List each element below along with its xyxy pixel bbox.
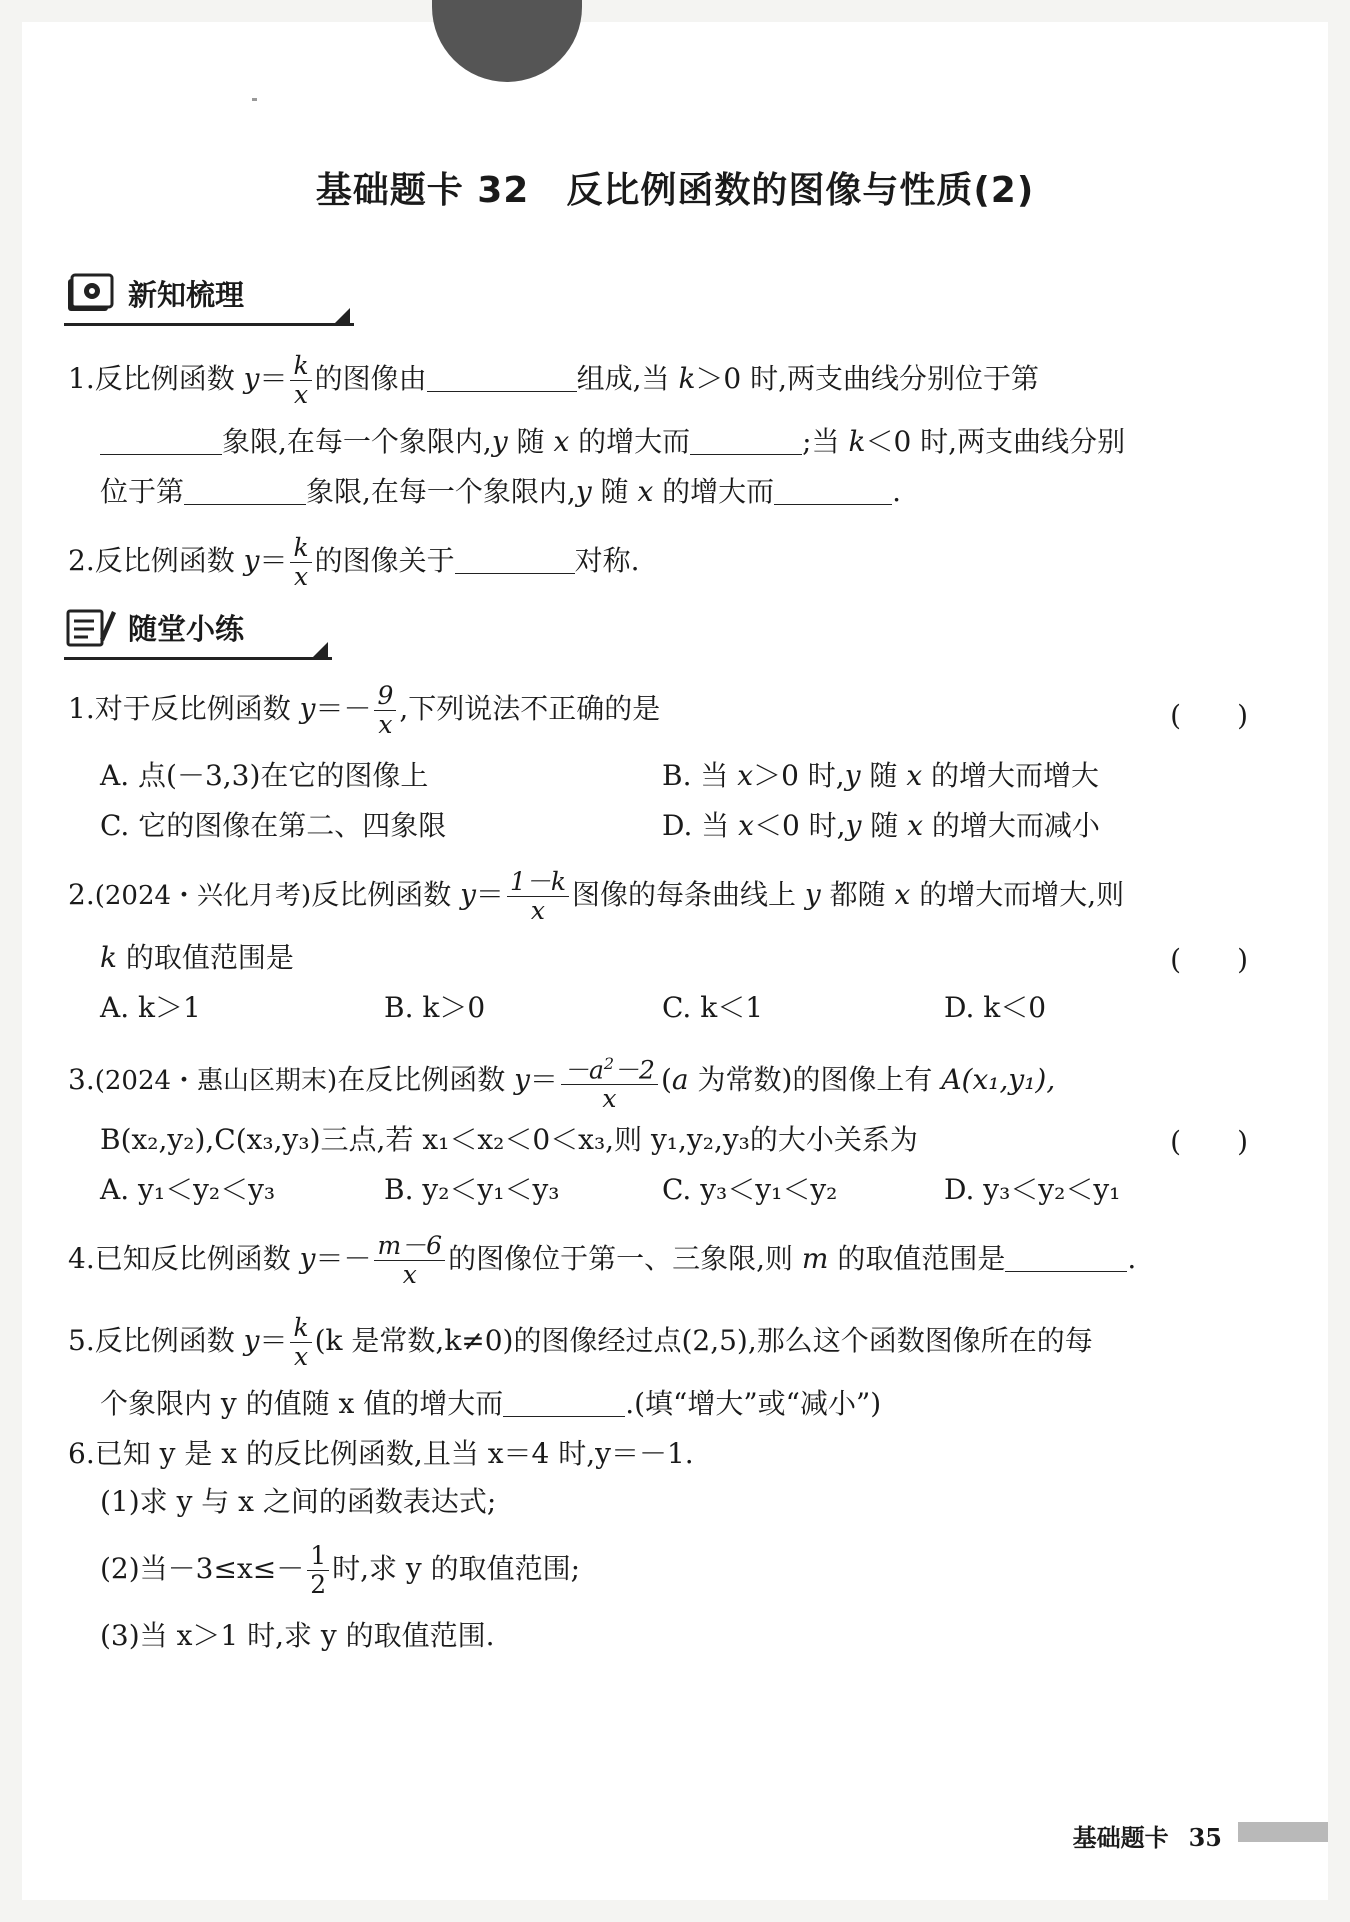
section-title-suitang: 随堂小练: [128, 611, 245, 646]
footer-bar: [1238, 1822, 1328, 1842]
answer-blank[interactable]: [184, 474, 306, 505]
option-c[interactable]: C. k＜1: [662, 991, 764, 1024]
suitang-q6: 6.已知 y 是 x 的反比例函数,且当 x＝4 时,y＝－1.: [68, 1437, 694, 1470]
suitang-q3-line2: B(x₂,y₂),C(x₃,y₃)三点,若 x₁＜x₂＜0＜x₃,则 y₁,y₂,y₃的大小关系为: [100, 1123, 918, 1156]
suitang-q1: 1.对于反比例函数 y＝－ $\frac{9}{x}$ ,下列说法不正确的是: [68, 681, 661, 739]
section-underline: [64, 657, 332, 660]
section-title-xinzhi: 新知梳理: [128, 277, 245, 312]
fraction: $\frac{m-6}{x}$: [374, 1232, 445, 1289]
answer-blank[interactable]: [774, 474, 892, 505]
suitang-q4: 4.已知反比例函数 y＝－ $\frac{m-6}{x}$ 的图像位于第一、三象限,则 m 的取值范围是 .: [68, 1231, 1137, 1289]
answer-blank[interactable]: [455, 543, 575, 574]
option-c[interactable]: C. y₃＜y₁＜y₂: [662, 1173, 838, 1206]
suitang-q6-part3: (3)当 x＞1 时,求 y 的取值范围.: [100, 1619, 495, 1652]
fraction: $\frac{k}{x}$: [290, 534, 311, 591]
answer-paren[interactable]: ( ): [1170, 1125, 1248, 1158]
option-d[interactable]: D. k＜0: [944, 991, 1047, 1024]
section-triangle: [312, 642, 328, 658]
fraction: $\frac{1}{2}$: [307, 1542, 329, 1599]
option-c[interactable]: C. 它的图像在第二、四象限: [100, 809, 447, 842]
fraction: $\frac{k}{x}$: [290, 352, 311, 409]
xinzhi-q2: 2.反比例函数 y＝ $\frac{k}{x}$ 的图像关于 对称.: [68, 533, 640, 591]
section-triangle: [334, 308, 350, 324]
option-b[interactable]: B. y₂＜y₁＜y₃: [384, 1173, 560, 1206]
fraction: $\frac{9}{x}$: [374, 682, 396, 739]
fraction: $\frac{1-k}{x}$: [507, 868, 569, 925]
section-underline: [64, 323, 354, 326]
section-header-suitang: [64, 602, 274, 652]
suitang-q5: 5.反比例函数 y＝ $\frac{k}{x}$ (k 是常数,k≠0)的图像经过点(2,5),那么这个函数图像所在的每: [68, 1313, 1093, 1371]
suitang-q2-line2: k 的取值范围是: [100, 941, 294, 974]
answer-blank[interactable]: [427, 361, 577, 392]
notebook-icon: [64, 271, 116, 315]
page: [22, 22, 1328, 1900]
page-number: 35: [1188, 1823, 1222, 1852]
answer-paren[interactable]: ( ): [1170, 699, 1248, 732]
suitang-q6-part2: (2)当－3≤x≤－ $\frac{1}{2}$ 时,求 y 的取值范围;: [100, 1541, 581, 1599]
scan-speck: [252, 98, 257, 101]
page-title: 基础题卡 32 反比例函数的图像与性质(2): [315, 170, 1035, 211]
section-header-xinzhi: [64, 268, 274, 318]
answer-blank[interactable]: [1005, 1241, 1127, 1272]
xinzhi-q1-line1: 1.反比例函数 y＝ $\frac{k}{x}$ 的图像由 组成,当 k＞0 时,两支曲线分别位于第: [68, 351, 1040, 409]
answer-blank[interactable]: [503, 1386, 625, 1417]
footer-label: 基础题卡: [1072, 1824, 1169, 1852]
option-a[interactable]: A. 点(－3,3)在它的图像上: [100, 759, 429, 792]
fraction: $\frac{-a^2-2}{x}$: [561, 1050, 658, 1113]
suitang-q2: 2.(2024・兴化月考)反比例函数 y＝ $\frac{1-k}{x}$ 图像的每条曲线上 y 都随 x 的增大而增大,则: [68, 867, 1125, 925]
notepad-pencil-icon: [64, 605, 116, 649]
option-b[interactable]: B. k＞0: [384, 991, 486, 1024]
option-d[interactable]: D. 当 x＜0 时,y 随 x 的增大而减小: [662, 809, 1100, 842]
fraction: $\frac{k}{x}$: [290, 1314, 311, 1371]
option-a[interactable]: A. y₁＜y₂＜y₃: [100, 1173, 276, 1206]
answer-paren[interactable]: ( ): [1170, 943, 1248, 976]
answer-blank[interactable]: [100, 424, 222, 455]
xinzhi-q1-line2: 象限,在每一个象限内,y 随 x 的增大而 ;当 k＜0 时,两支曲线分别: [100, 422, 1125, 462]
page-footer: [1073, 1818, 1222, 1853]
top-tab-decoration: [432, 0, 582, 82]
suitang-q3: 3.(2024・惠山区期末)在反比例函数 y＝ $\frac{-a^2-2}{x}$ (a 为常数)的图像上有 A(x₁,y₁),: [68, 1050, 1055, 1113]
option-a[interactable]: A. k＞1: [100, 991, 201, 1024]
option-b[interactable]: B. 当 x＞0 时,y 随 x 的增大而增大: [662, 759, 1100, 792]
answer-blank[interactable]: [690, 424, 802, 455]
option-d[interactable]: D. y₃＜y₂＜y₁: [944, 1173, 1121, 1206]
suitang-q5-line2: 个象限内 y 的值随 x 值的增大而 .(填“增大”或“减小”): [100, 1387, 882, 1420]
xinzhi-q1-line3: 位于第 象限,在每一个象限内,y 随 x 的增大而 .: [100, 475, 902, 508]
suitang-q6-part1: (1)求 y 与 x 之间的函数表达式;: [100, 1485, 497, 1518]
